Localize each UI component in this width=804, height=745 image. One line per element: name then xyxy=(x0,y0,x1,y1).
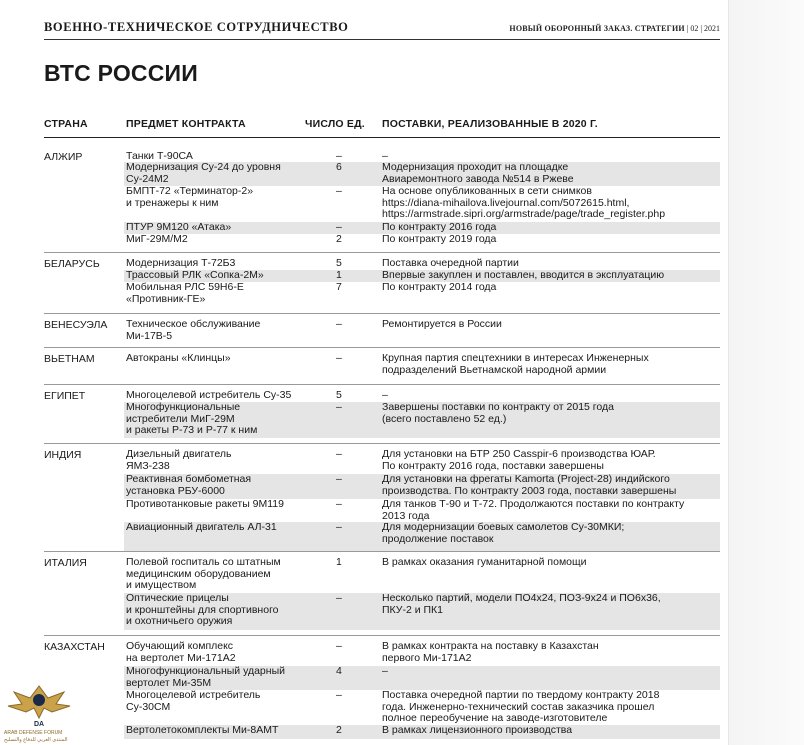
unit-count: 5 xyxy=(336,257,342,269)
group-divider xyxy=(44,313,720,314)
unit-count: – xyxy=(336,150,342,162)
contract-subject: Модернизация Су-24 до уровня Су-24М2 xyxy=(126,161,281,185)
delivery-note: Завершены поставки по контракту от 2015 года (всего поставлено 52 ед.) xyxy=(382,401,614,425)
col-count-header: ЧИСЛО ЕД. xyxy=(305,118,365,130)
table-row xyxy=(124,186,720,222)
country-name: БЕЛАРУСЬ xyxy=(44,258,100,270)
contract-subject: Техническое обслуживание Ми-17В-5 xyxy=(126,318,261,342)
unit-count: – xyxy=(336,521,342,533)
unit-count: – xyxy=(336,592,342,604)
contract-subject: ПТУР 9М120 «Атака» xyxy=(126,221,232,233)
unit-count: – xyxy=(336,689,342,701)
group-divider xyxy=(44,252,720,253)
table-row xyxy=(124,690,720,725)
group-divider xyxy=(44,443,720,444)
delivery-note: Крупная партия спецтехники в интересах Инженерных подразделений Вьетнамской народной армии xyxy=(382,352,649,376)
emblem-text: DA xyxy=(33,721,45,728)
header-rule xyxy=(44,137,720,138)
page-edge xyxy=(728,0,804,745)
delivery-note: Поставка очередной партии xyxy=(382,257,519,269)
contract-subject: Многоцелевой истребитель Су-30СМ xyxy=(126,689,261,713)
journal-name: НОВЫЙ ОБОРОННЫЙ ЗАКАЗ. СТРАТЕГИИ xyxy=(509,24,685,33)
delivery-note: По контракту 2019 года xyxy=(382,233,497,245)
delivery-note: В рамках лицензионного производства xyxy=(382,724,573,736)
contract-subject: Многофункциональные истребители МиГ-29М и ракеты Р-73 и Р-77 к ним xyxy=(126,401,258,436)
unit-count: 7 xyxy=(336,281,342,293)
unit-count: 1 xyxy=(336,556,342,568)
table-row xyxy=(124,641,720,666)
unit-count: – xyxy=(336,352,342,364)
table-row xyxy=(124,557,720,593)
unit-count: – xyxy=(336,498,342,510)
table-row xyxy=(124,499,720,522)
delivery-note: В рамках контракта на поставку в Казахстан первого Ми-171А2 xyxy=(382,640,599,664)
delivery-note: Поставка очередной партии по твердому контракту 2018 года. Инженерно-технический состав заказчика прошел полное переобучение на заводе-изготовителе xyxy=(382,689,660,724)
delivery-note: – xyxy=(382,150,388,162)
delivery-note: Ремонтируется в России xyxy=(382,318,502,330)
unit-count: 5 xyxy=(336,389,342,401)
contract-subject: Вертолетокомплекты Ми-8АМТ xyxy=(126,724,279,736)
table-row xyxy=(124,282,720,307)
country-name: ВЬЕТНАМ xyxy=(44,353,95,365)
unit-count: 2 xyxy=(336,724,342,736)
group-divider xyxy=(44,384,720,385)
table-row xyxy=(124,234,720,248)
delivery-note: Модернизация проходит на площадке Авиаремонтного завода №514 в Ржеве xyxy=(382,161,574,185)
group-divider xyxy=(44,551,720,552)
contract-subject: Мобильная РЛС 59Н6-Е «Противник-ГЕ» xyxy=(126,281,244,305)
country-name: ВЕНЕСУЭЛА xyxy=(44,319,108,331)
table-row xyxy=(124,474,720,499)
table-row xyxy=(124,522,720,552)
unit-count: – xyxy=(336,185,342,197)
watermark-logo xyxy=(0,678,78,745)
contract-subject: Модернизация Т-72Б3 xyxy=(126,257,236,269)
watermark-line2: المنتدى العربي للدفاع والتسليح xyxy=(4,737,68,743)
eagle-emblem-icon xyxy=(0,678,78,730)
delivery-note: По контракту 2016 года xyxy=(382,221,497,233)
contract-subject: Дизельный двигатель ЯМЗ-238 xyxy=(126,448,232,472)
contract-subject: Противотанковые ракеты 9М119 xyxy=(126,498,284,510)
page-title: ВТС РОССИИ xyxy=(44,60,198,86)
unit-count: – xyxy=(336,401,342,413)
contract-subject: Полевой госпиталь со штатным медицинским оборудованием и имуществом xyxy=(126,556,281,591)
watermark-line1: ARAB DEFENSE FORUM xyxy=(4,730,63,736)
unit-count: 4 xyxy=(336,665,342,677)
contract-subject: Многоцелевой истребитель Су-35 xyxy=(126,389,292,401)
delivery-note: Впервые закуплен и поставлен, вводится в эксплуатацию xyxy=(382,269,665,281)
country-name: ЕГИПЕТ xyxy=(44,390,86,402)
contract-subject: Обучающий комплекс на вертолет Ми-171А2 xyxy=(126,640,236,664)
country-name: ИНДИЯ xyxy=(44,449,82,461)
group-divider xyxy=(44,347,720,348)
unit-count: – xyxy=(336,640,342,652)
table-row xyxy=(124,162,720,186)
unit-count: – xyxy=(336,473,342,485)
issue-number: | 02 | 2021 xyxy=(684,24,720,33)
journal-meta xyxy=(509,24,720,33)
table-row xyxy=(124,666,720,690)
delivery-note: По контракту 2014 года xyxy=(382,281,497,293)
delivery-note: Для модернизации боевых самолетов Су-30МКИ; продолжение поставок xyxy=(382,521,625,545)
country-name: АЛЖИР xyxy=(44,151,83,163)
contract-subject: Авиационный двигатель АЛ-31 xyxy=(126,521,277,533)
table-row xyxy=(124,353,720,378)
country-name: КАЗАХСТАН xyxy=(44,641,105,653)
contract-subject: БМПТ-72 «Терминатор-2» и тренажеры к ним xyxy=(126,185,254,209)
col-subject-header: ПРЕДМЕТ КОНТРАКТА xyxy=(126,118,246,130)
unit-count: – xyxy=(336,448,342,460)
delivery-note: Несколько партий, модели ПО4х24, ПОЗ-9х24 и ПО6х36, ПКУ-2 и ПК1 xyxy=(382,592,661,616)
delivery-note: В рамках оказания гуманитарной помощи xyxy=(382,556,587,568)
unit-count: 1 xyxy=(336,269,342,281)
table-row xyxy=(124,725,720,739)
unit-count: 6 xyxy=(336,161,342,173)
table-row xyxy=(124,402,720,438)
contract-subject: Оптические прицелы и кронштейны для спортивного и охотничьего оружия xyxy=(126,592,279,627)
contract-subject: Реактивная бомбометная установка РБУ-6000 xyxy=(126,473,252,497)
unit-count: – xyxy=(336,318,342,330)
delivery-note: Для установки на фрегаты Kamorta (Project-28) индийского производства. По контракту 2003 года, поставки завершены xyxy=(382,473,677,497)
delivery-note: Для танков Т-90 и Т-72. Продолжаются поставки по контракту 2013 года xyxy=(382,498,685,522)
col-country-header: СТРАНА xyxy=(44,118,88,130)
group-divider xyxy=(44,635,720,636)
delivery-note: На основе опубликованных в сети снимков https://diana-mihailova.livejournal.com/5072615.html, https://armstrade.sipri.org/armstrade/page/trade_register.php xyxy=(382,185,666,220)
table-row xyxy=(124,449,720,474)
section-title: ВОЕННО-ТЕХНИЧЕСКОЕ СОТРУДНИЧЕСТВО xyxy=(44,20,349,34)
running-header xyxy=(44,20,720,40)
delivery-note: – xyxy=(382,665,388,677)
contract-subject: Танки Т-90СА xyxy=(126,150,193,162)
unit-count: 2 xyxy=(336,233,342,245)
table-row xyxy=(124,319,720,344)
delivery-note: Для установки на БТР 250 Casspir-6 производства ЮАР. По контракту 2016 года, поставки завершены xyxy=(382,448,656,472)
delivery-note: – xyxy=(382,389,388,401)
unit-count: – xyxy=(336,221,342,233)
contract-subject: Трассовый РЛК «Сопка-2М» xyxy=(126,269,264,281)
contract-subject: Многофункциональный ударный вертолет Ми-35М xyxy=(126,665,285,689)
table-row xyxy=(124,593,720,630)
contract-subject: МиГ-29М/М2 xyxy=(126,233,188,245)
country-name: ИТАЛИЯ xyxy=(44,557,87,569)
contract-subject: Автокраны «Клинцы» xyxy=(126,352,231,364)
col-deliveries-header: ПОСТАВКИ, РЕАЛИЗОВАННЫЕ В 2020 Г. xyxy=(382,118,598,130)
